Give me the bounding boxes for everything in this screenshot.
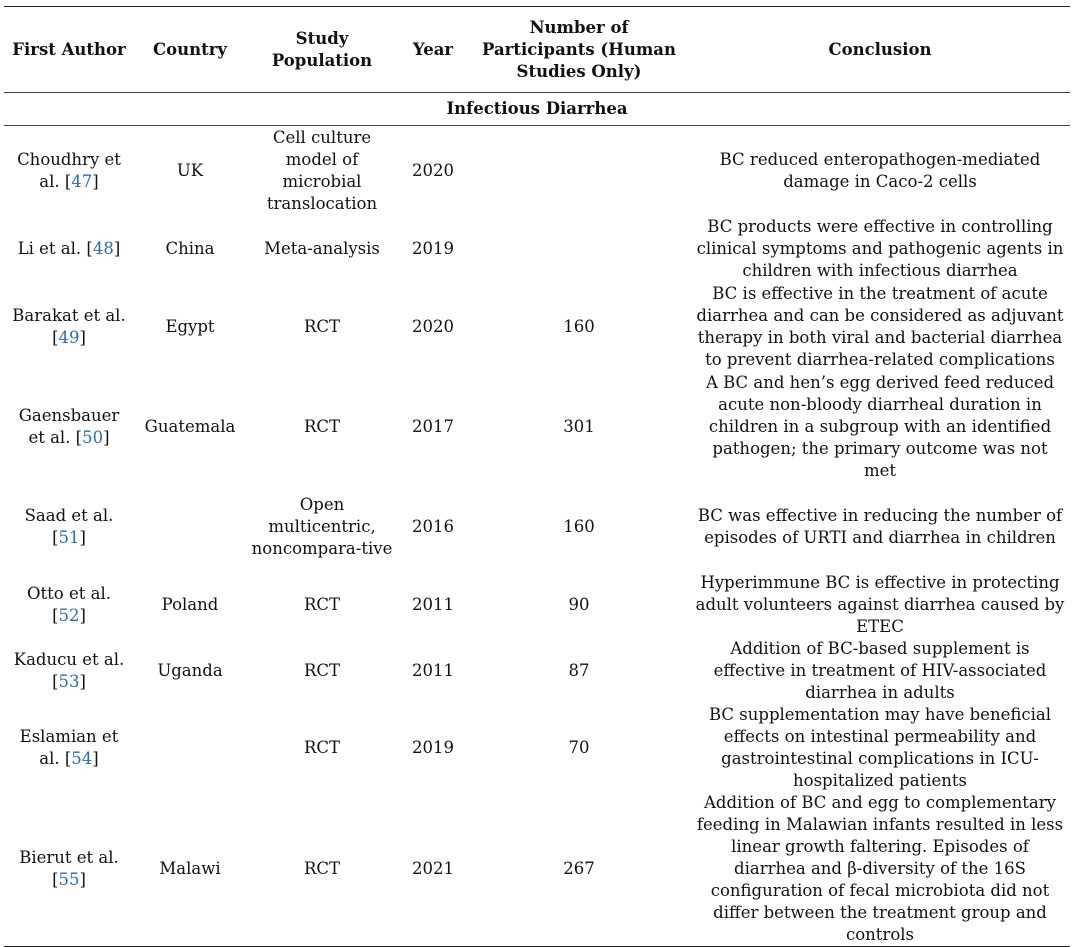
reference-link[interactable]: 50 [82, 427, 104, 447]
cell-study-population: RCT [303, 660, 341, 680]
reference-bracket: ] [79, 605, 86, 625]
table-row [4, 282, 1070, 372]
cell-author [4, 638, 134, 704]
cell-conclusion: BC was effective in reducing the number of episodes of URTI and diarrhea in children [697, 505, 1063, 547]
author-name: Barakat et al. [ [12, 305, 126, 347]
cell-country: Guatemala [144, 416, 236, 436]
reference-bracket: ] [79, 527, 86, 547]
cell-year: 2020 [412, 160, 454, 180]
cell-participants: 267 [563, 858, 595, 878]
reference-link[interactable]: 49 [58, 327, 80, 347]
cell-participants: 87 [568, 660, 590, 680]
cell-conclusion: BC is effective in the treatment of acute diarrhea and can be considered as adjuvant therapy in both viral and bacterial diarrhea to prevent diarrhea-related complications [696, 283, 1064, 369]
reference-bracket: ] [92, 171, 99, 191]
reference-bracket: ] [79, 671, 86, 691]
cell-country: China [165, 238, 215, 258]
reference-link[interactable]: 54 [71, 748, 93, 768]
table-row [4, 704, 1070, 792]
cell-participants: 301 [563, 416, 595, 436]
header-row [4, 7, 1070, 93]
table-row [4, 126, 1070, 216]
cell-country: Egypt [165, 316, 215, 336]
cell-participants: 160 [563, 316, 595, 336]
cell-participants: 160 [563, 516, 595, 536]
cell-conclusion: A BC and hen’s egg derived feed reduced acute non-bloody diarrheal duration in children in a subgroup with an identified pathogen; the primary outcome was not met [705, 372, 1055, 480]
cell-study-population: RCT [303, 416, 341, 436]
reference-link[interactable]: 52 [58, 605, 80, 625]
cell-year: 2019 [412, 737, 454, 757]
reference-link[interactable]: 51 [58, 527, 80, 547]
author-name: Gaensbauer et al. [ [18, 405, 120, 447]
author-name: Li et al. [ [17, 238, 93, 258]
cell-year: 2016 [412, 516, 454, 536]
studies-table [4, 6, 1070, 947]
cell-author [4, 282, 134, 372]
author-name: Saad et al. [ [24, 505, 114, 547]
cell-conclusion: Addition of BC and egg to complementary feeding in Malawian infants resulted in less linear growth faltering. Episodes of diarrhea and β-diversity of the 16S configuration of fecal microbiota did not differ between the treatment group and controls [696, 792, 1064, 944]
author-name: Bierut et al. [ [19, 847, 119, 889]
cell-year: 2017 [412, 416, 454, 436]
cell-author [4, 372, 134, 482]
cell-participants [468, 216, 690, 282]
header-first-author: First Author [12, 39, 126, 59]
reference-bracket: ] [79, 869, 86, 889]
author-name: Kaducu et al. [ [13, 649, 125, 691]
header-year: Year [412, 39, 454, 59]
reference-link[interactable]: 55 [58, 869, 80, 889]
cell-study-population: Cell culture model of microbial translocation [266, 127, 378, 213]
cell-country [134, 482, 246, 572]
cell-year: 2011 [412, 660, 454, 680]
cell-year: 2021 [412, 858, 454, 878]
reference-link[interactable]: 47 [71, 171, 93, 191]
header-study-population: Study Population [271, 28, 373, 70]
cell-study-population: Open multicentric, noncompara-tive [251, 494, 393, 558]
cell-author [4, 216, 134, 282]
cell-country: UK [176, 160, 204, 180]
author-name: Choudhry et al. [ [17, 149, 121, 191]
cell-participants: 70 [568, 737, 590, 757]
cell-participants [468, 126, 690, 216]
table-row [4, 572, 1070, 638]
cell-conclusion: BC supplementation may have beneficial effects on intestinal permeability and gastrointestinal complications in ICU-hospitalized patients [709, 704, 1051, 790]
reference-link[interactable]: 48 [92, 238, 114, 258]
cell-year: 2011 [412, 594, 454, 614]
cell-study-population: Meta-analysis [264, 238, 380, 258]
reference-link[interactable]: 53 [58, 671, 80, 691]
table-row [4, 372, 1070, 482]
cell-conclusion: Hyperimmune BC is effective in protecting adult volunteers against diarrhea caused by ETEC [695, 572, 1065, 636]
cell-country [134, 704, 246, 792]
cell-author [4, 572, 134, 638]
cell-study-population: RCT [303, 858, 341, 878]
table-row [4, 638, 1070, 704]
cell-country: Malawi [159, 858, 221, 878]
section-row [4, 93, 1070, 126]
header-participants: Number of Participants (Human Studies Only) [482, 17, 676, 81]
cell-author [4, 126, 134, 216]
table-row [4, 482, 1070, 572]
reference-bracket: ] [92, 748, 99, 768]
section-title: Infectious Diarrhea [4, 93, 1070, 126]
cell-country: Uganda [157, 660, 223, 680]
author-name: Otto et al. [ [27, 583, 111, 625]
cell-study-population: RCT [303, 594, 341, 614]
reference-bracket: ] [79, 327, 86, 347]
cell-participants: 90 [568, 594, 590, 614]
cell-author [4, 482, 134, 572]
cell-author [4, 704, 134, 792]
cell-year: 2020 [412, 316, 454, 336]
header-country: Country [152, 39, 228, 59]
table-row [4, 216, 1070, 282]
cell-conclusion: Addition of BC-based supplement is effective in treatment of HIV-associated diarrhea in adults [713, 638, 1047, 702]
cell-conclusion: BC reduced enteropathogen-mediated damage in Caco-2 cells [719, 149, 1041, 191]
cell-author [4, 792, 134, 947]
reference-bracket: ] [103, 427, 110, 447]
cell-country: Poland [161, 594, 219, 614]
cell-study-population: RCT [303, 737, 341, 757]
cell-conclusion: BC products were effective in controlling clinical symptoms and pathogenic agents in children with infectious diarrhea [696, 216, 1064, 280]
header-conclusion: Conclusion [828, 39, 932, 59]
author-name: Eslamian et al. [ [19, 726, 119, 768]
cell-year: 2019 [412, 238, 454, 258]
cell-study-population: RCT [303, 316, 341, 336]
table-row [4, 792, 1070, 947]
reference-bracket: ] [113, 238, 121, 258]
